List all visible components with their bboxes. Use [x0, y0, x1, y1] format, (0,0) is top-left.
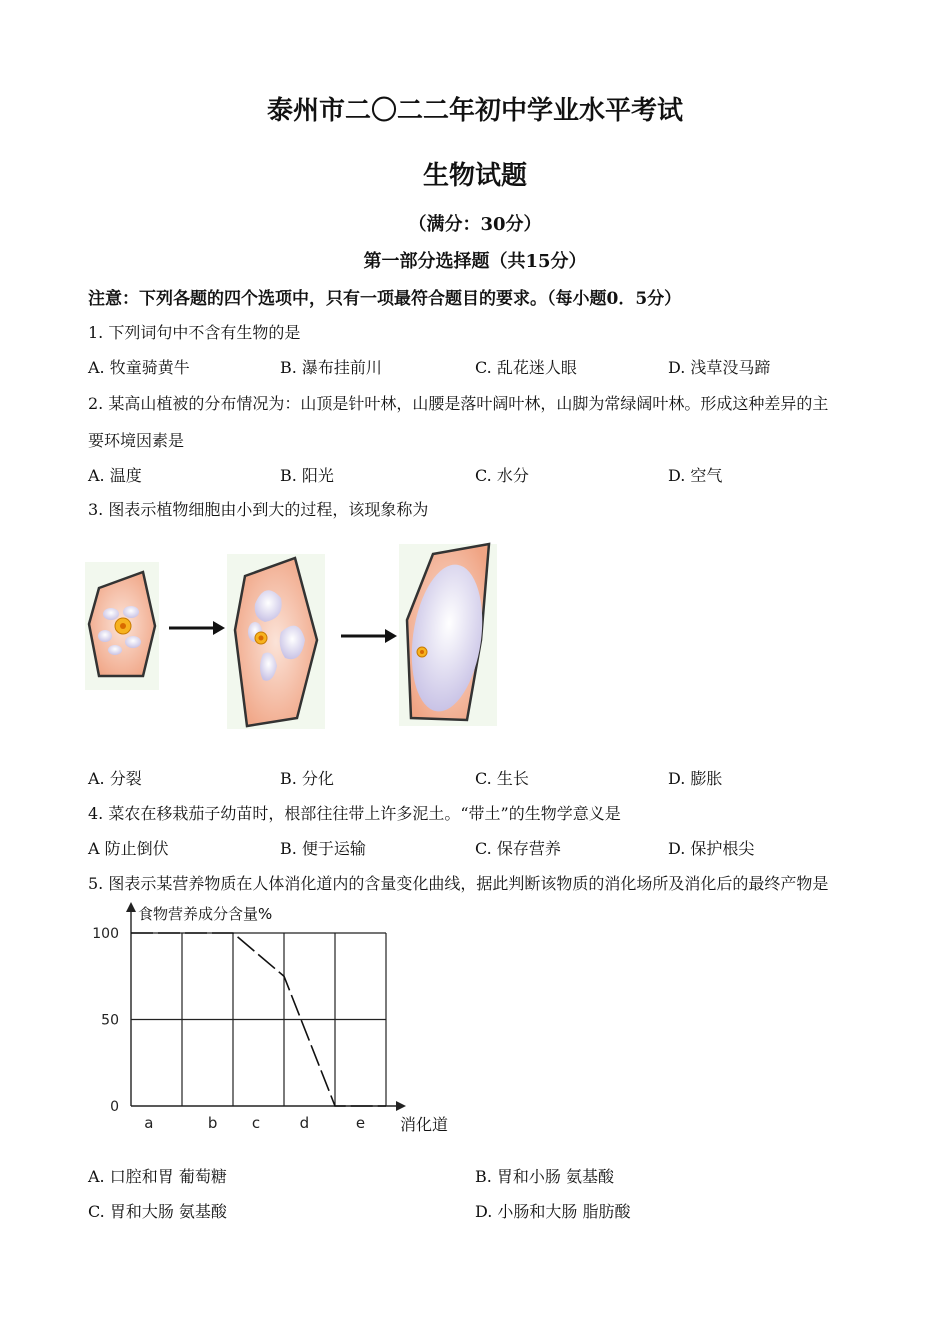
- chart-grid: [131, 933, 386, 1106]
- q5-option-d: D. 小肠和大肠 脂肪酸: [475, 1202, 631, 1221]
- q2-option-d: D. 空气: [668, 466, 723, 485]
- exam-title: 泰州市二〇二二年初中学业水平考试: [266, 96, 683, 126]
- small-cell: [85, 562, 159, 690]
- q4-option-c: C. 保存营养: [475, 839, 561, 858]
- q1-option-d: D. 浅草没马蹄: [668, 358, 771, 377]
- cell-growth-figure: [85, 540, 505, 735]
- question-4-stem: 4. 菜农在移栽茄子幼苗时，根部往往带上许多泥土。“带土”的生物学意义是: [88, 804, 621, 823]
- x-tick-label: a: [144, 1114, 154, 1132]
- y-tick-label: 50: [101, 1012, 119, 1029]
- q4-option-d: D. 保护根尖: [668, 839, 755, 858]
- nutrient-chart: [88, 900, 468, 1140]
- x-axis-arrow: [396, 1101, 406, 1111]
- q5-option-b: B. 胃和小肠 氨基酸: [475, 1167, 615, 1186]
- x-tick-label: d: [299, 1114, 310, 1132]
- large-cell: [399, 544, 497, 726]
- y-tick-label: 100: [92, 926, 119, 942]
- q4-option-a: A 防止倒伏: [88, 839, 169, 858]
- question-1-stem: 1. 下列词句中不含有生物的是: [88, 323, 301, 342]
- x-tick-label: e: [355, 1114, 366, 1132]
- x-axis-title: 消化道: [400, 1115, 449, 1134]
- q4-option-b: B. 便于运输: [280, 839, 366, 858]
- q2-option-a: A. 温度: [88, 466, 142, 485]
- q3-option-a: A. 分裂: [88, 769, 142, 788]
- question-2-stem-line1: 2. 某高山植被的分布情况为：山顶是针叶林，山腰是落叶阔叶林，山脚为常绿阔叶林。形成这种差异的主: [88, 394, 829, 413]
- q1-option-c: C. 乱花迷人眼: [475, 358, 577, 377]
- q2-option-c: C. 水分: [475, 466, 529, 485]
- q1-option-b: B. 瀑布挂前川: [280, 358, 382, 377]
- medium-cell: [227, 554, 325, 729]
- q5-option-c: C. 胃和大肠 氨基酸: [88, 1202, 227, 1221]
- q2-option-b: B. 阳光: [280, 466, 334, 485]
- question-3-stem: 3. 图表示植物细胞由小到大的过程，该现象称为: [88, 500, 429, 519]
- q3-option-b: B. 分化: [280, 769, 334, 788]
- question-2-stem-line2: 要环境因素是: [88, 431, 185, 450]
- x-tick-label: b: [207, 1114, 218, 1132]
- x-tick-label: c: [251, 1114, 261, 1132]
- question-5-stem: 5. 图表示某营养物质在人体消化道内的含量变化曲线，据此判断该物质的消化场所及消化后的最终产物是: [88, 874, 829, 893]
- part-heading: 第一部分选择题（共15分）: [363, 251, 587, 272]
- y-axis-arrow: [126, 902, 136, 912]
- notice: 注意：下列各题的四个选项中，只有一项最符合题目的要求。（每小题0．5分）: [88, 289, 682, 309]
- arrow-2: [341, 629, 397, 643]
- q3-option-d: D. 膨胀: [668, 769, 723, 788]
- y-tick-label: 0: [110, 1099, 119, 1115]
- q5-option-a: A. 口腔和胃 葡萄糖: [88, 1167, 227, 1186]
- q1-option-a: A. 牧童骑黄牛: [88, 358, 190, 377]
- arrow-1: [169, 621, 225, 635]
- subject-title: 生物试题: [422, 161, 527, 191]
- q3-option-c: C. 生长: [475, 769, 529, 788]
- y-axis-title: 食物营养成分含量%: [138, 905, 273, 923]
- full-score: （满分：30分）: [408, 214, 542, 235]
